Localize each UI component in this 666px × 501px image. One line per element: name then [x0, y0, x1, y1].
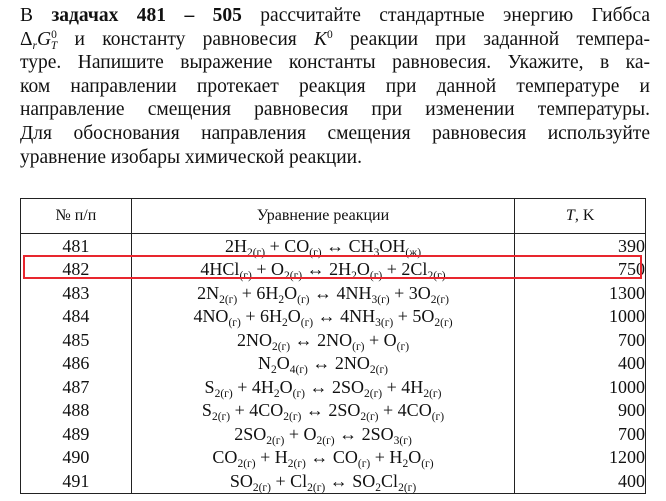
row-number: 486: [21, 352, 132, 376]
reactions-table: [20, 198, 646, 494]
reaction-equation: $S_{2(г)} + 4CO_{2(г)}$ ↔ $2SO_{2(г)} + 4CO_{(г)}$: [131, 399, 515, 423]
temperature-value: 700: [515, 328, 646, 352]
reaction-equation: $4HCl_{(г)} + O_{2(г)}$ ↔ $2H_2O_{(г)} + 2Cl_{2(г)}$: [131, 258, 515, 282]
table-row: [21, 258, 646, 282]
text-span: и константу равновесия: [57, 28, 315, 50]
paragraph-line: [20, 4, 650, 28]
row-number: 491: [21, 469, 132, 493]
reaction-equation: $SO_{2(г)} + Cl_{2(г)}$ ↔ $SO_2Cl_{2(г)}$: [131, 469, 515, 493]
reaction-equation: $N_2O_{4(г)}$ ↔ $2NO_{2(г)}$: [131, 352, 515, 376]
reaction-equation: $CO_{2(г)} + H_{2(г)}$ ↔ $CO_{(г)} + H_2O_{(г)}$: [131, 446, 515, 470]
table-row: [21, 328, 646, 352]
paragraph-line: ком направлении протекает реакция при данной температуре и: [20, 75, 650, 97]
reaction-equation: $S_{2(г)} + 4H_2O_{(г)}$ ↔ $2SO_{2(г)} + 4H_{2(г)}$: [131, 375, 515, 399]
delta-symbol: Δ: [20, 28, 33, 50]
temperature-value: 750: [515, 258, 646, 282]
temperature-value: 1200: [515, 446, 646, 470]
table-row: [21, 305, 646, 329]
temperature-value: 900: [515, 399, 646, 423]
header-number: № п/п: [21, 199, 132, 234]
superscript-zero: 0: [327, 28, 333, 41]
reaction-equation: $2N_{2(г)} + 6H_2O_{(г)}$ ↔ $4NH_{3(г)} + 3O_{2(г)}$: [131, 281, 515, 305]
table-row: [21, 469, 646, 493]
paragraph-line: [20, 28, 650, 52]
header-temperature: [515, 199, 646, 234]
gibbs-symbol: [20, 29, 57, 50]
table-row: [21, 446, 646, 470]
subscript-r: r: [32, 39, 38, 52]
table-row: [21, 352, 646, 376]
paragraph-line: уравнение изобары химической реакции.: [20, 146, 362, 168]
table-row: [21, 422, 646, 446]
row-number: 485: [21, 328, 132, 352]
task-paragraph: [20, 4, 650, 169]
temperature-value: 1000: [515, 375, 646, 399]
table-row: [21, 399, 646, 423]
row-number: 483: [21, 281, 132, 305]
text-span: рассчитайте стандартные энергию Гиббса: [241, 5, 651, 26]
table-row: [21, 375, 646, 399]
row-number: 489: [21, 422, 132, 446]
paragraph-line: туре. Напишите выражение константы равновесия. Укажите, в ка-: [20, 52, 650, 74]
table-header-row: [21, 199, 646, 234]
temperature-value: 1000: [515, 305, 646, 329]
temperature-value: 400: [515, 352, 646, 376]
header-equation: Уравнение реакции: [131, 199, 515, 234]
row-number: 484: [21, 305, 132, 329]
text-span: реакции при заданной темпера-: [332, 28, 650, 50]
row-number: 481: [21, 234, 132, 258]
t-symbol: T: [565, 207, 575, 224]
text-span: В: [20, 5, 52, 26]
temperature-value: 400: [515, 469, 646, 493]
table-row: [21, 281, 646, 305]
reaction-equation: $2SO_{2(г)} + O_{2(г)}$ ↔ $2SO_{3(г)}$: [131, 422, 515, 446]
paragraph-line: Для обоснования направления смещения равновесия используйте: [20, 122, 650, 144]
g-symbol: G: [37, 28, 52, 50]
temperature-value: 700: [515, 422, 646, 446]
k-symbol: K: [314, 28, 328, 50]
paragraph-line: направление смещения равновесия при изменении температуры.: [20, 99, 650, 121]
row-number: 487: [21, 375, 132, 399]
row-number: 482: [21, 258, 132, 282]
superscript-zero: 0: [51, 28, 57, 41]
temperature-value: 1300: [515, 281, 646, 305]
reaction-equation: $2H_{2(г)} + CO_{(г)}$ ↔ $CH_3OH_{(ж)}$: [131, 234, 515, 258]
table-body: [21, 234, 646, 494]
row-number: 490: [21, 446, 132, 470]
reaction-equation: $4NO_{(г)} + 6H_2O_{(г)}$ ↔ $4NH_{3(г)} + 5O_{2(г)}$: [131, 305, 515, 329]
temperature-value: 390: [515, 234, 646, 258]
reaction-equation: $2NO_{2(г)}$ ↔ $2NO_{(г)} + O_{(г)}$: [131, 328, 515, 352]
row-number: 488: [21, 399, 132, 423]
table-row: [21, 234, 646, 258]
unit-label: , K: [574, 207, 595, 224]
task-range: задачах 481 – 505: [51, 5, 242, 26]
subscript-t: T: [50, 39, 58, 52]
